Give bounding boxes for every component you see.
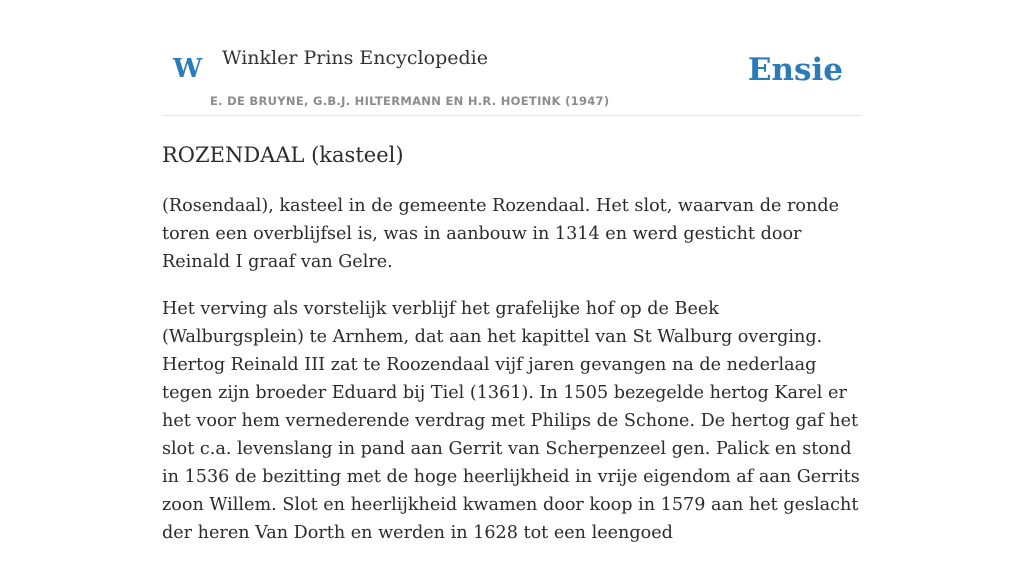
- article-body: [162, 192, 866, 566]
- source-header: [162, 40, 862, 116]
- source-title[interactable]: Winkler Prins Encyclopedie: [222, 47, 488, 69]
- article-title: ROZENDAAL (kasteel): [162, 143, 404, 167]
- source-authors: E. DE BRUYNE, G.B.J. HILTERMANN EN H.R. HOETINK (1947): [210, 94, 610, 108]
- ensie-brand-logo[interactable]: Ensie: [747, 52, 843, 88]
- article-paragraph: (Rosendaal), kasteel in de gemeente Rozendaal. Het slot, waarvan de ronde toren een overblijfsel is, was in aanbouw in 1314 en werd gesticht door Reinald I graaf van Gelre.: [162, 196, 839, 272]
- article-paragraph: Het verving als vorstelijk verblijf het grafelijke hof op de Beek (Walburgsplein) te Arnhem, dat aan het kapittel van St Walburg overging. Hertog Reinald III zat te Roozendaal vijf jaren gevangen na de nederlaag tegen zijn broeder Eduard bij Tiel (1361). In 1505 bezegelde hertog Karel er het voor hem vernederende verdrag met Philips de Schone. De hertog gaf het slot c.a. levenslang in pand aan Gerrit van Scherpenzeel gen. Palick en stond in 1536 de bezitting met de hoge heerlijkheid in vrije eigendom af aan Gerrits zoon Willem. Slot en heerlijkheid kwamen door koop in 1579 aan het geslacht der heren Van Dorth en werden in 1628 tot een leengoed: [162, 299, 860, 543]
- winkler-prins-logo-icon[interactable]: W: [173, 54, 203, 84]
